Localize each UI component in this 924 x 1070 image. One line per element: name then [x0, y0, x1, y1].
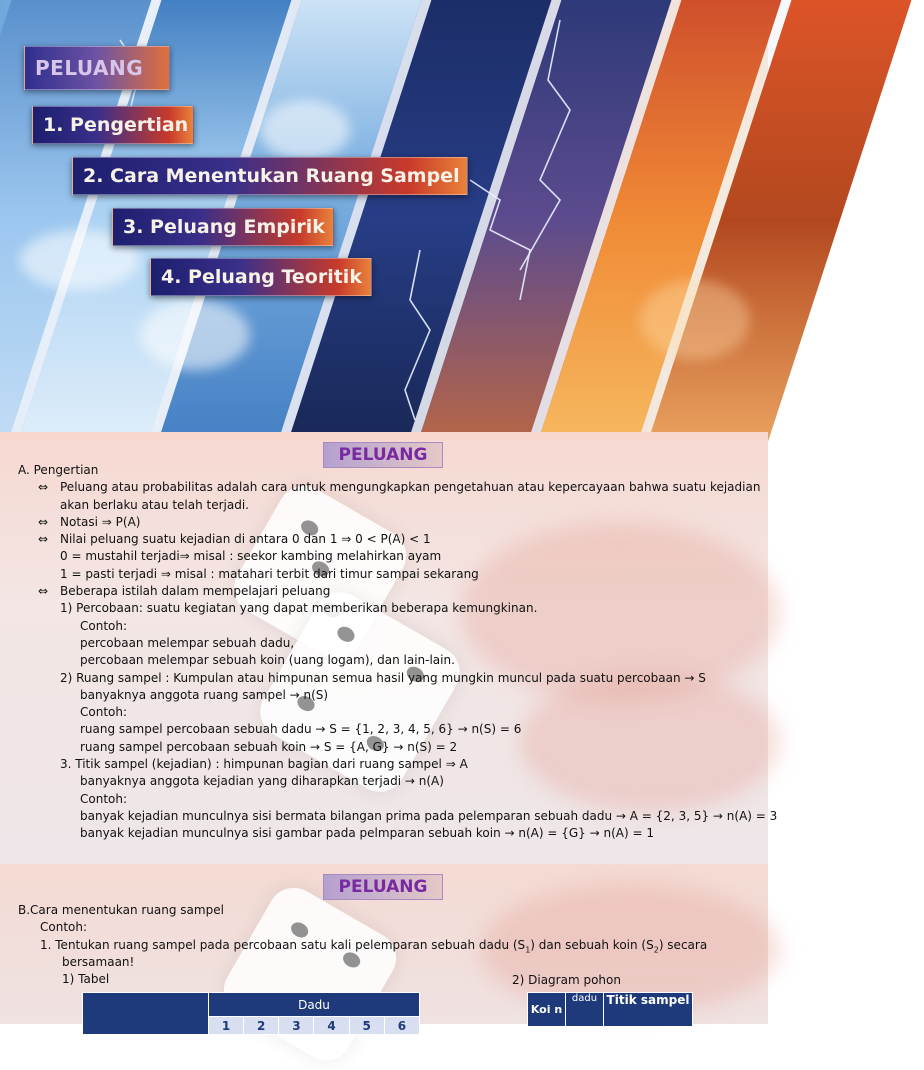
dadu-value: 6 [384, 1017, 419, 1035]
menu-item-peluang-teoritik[interactable] [150, 258, 372, 296]
list-item: 1) Percobaan: suatu kegiatan yang dapat memberikan beberapa kemungkinan. [60, 601, 538, 616]
menu-item-label: 4. Peluang Teoritik [161, 266, 362, 288]
tree-diagram-table [527, 992, 693, 1027]
question-text: 1. Tentukan ruang sampel pada percobaan satu kali pelemparan sebuah dadu $(S_1)$ dan sebuah koin $(S_2)$ secara [40, 937, 708, 954]
sample-space-text [18, 902, 758, 988]
definition-text [18, 462, 778, 843]
definition-slide [0, 432, 778, 864]
list-item: 1 = pasti terjadi ⇒ misal : matahari terbit dari timur sampai sekarang [60, 566, 479, 581]
deck-title [24, 46, 170, 90]
list-item: ruang sampel percobaan sebuah dadu → S = {1, 2, 3, 4, 5, 6} → n(S) = 6 [80, 722, 522, 737]
menu-item-ruang-sampel[interactable] [72, 157, 468, 195]
list-item: Contoh: [80, 791, 128, 806]
list-item: percobaan melempar sebuah dadu, [80, 635, 295, 650]
list-item: ⇔ Nilai peluang suatu kejadian di antara 0 dan 1 ⇒ 0 < P(A) < 1 [38, 532, 431, 547]
menu-item-pengertian[interactable] [32, 106, 194, 144]
dadu-value: 1 [209, 1017, 244, 1035]
contoh-label: Contoh: [40, 920, 88, 935]
section-badge-text: PELUANG [338, 445, 428, 465]
section-badge [323, 874, 443, 900]
sample-space-slide [0, 864, 768, 1033]
section-heading: B.Cara menentukan ruang sampel [18, 903, 224, 917]
tabel-label: 1) Tabel [62, 972, 110, 987]
list-item: banyak kejadian munculnya sisi bermata bilangan prima pada pelemparan sebuah dadu → A = {2, 3, 5} → n(A) = 3 [80, 808, 778, 823]
list-item: banyaknya anggota ruang sampel → n(S) [80, 687, 329, 702]
list-item: ⇔ Peluang atau probabilitas adalah cara untuk mengungkapkan pengetahuan atau kepercayaan bahwa suatu kejadian [38, 480, 761, 495]
list-item: percobaan melempar sebuah koin (uang logam), dan lain-lain. [80, 653, 455, 668]
sample-space-table [82, 992, 420, 1035]
diagram-label: 2) Diagram pohon [512, 973, 621, 987]
menu-item-label: 3. Peluang Empirik [123, 216, 325, 238]
list-item: ⇔ Beberapa istilah dalam mempelajari peluang [38, 584, 331, 599]
dadu-value: 3 [279, 1017, 314, 1035]
tree-header: dadu [566, 993, 604, 1027]
section-badge-text: PELUANG [338, 877, 428, 897]
deck-title-text: PELUANG [35, 56, 144, 80]
menu-item-peluang-empirik[interactable] [112, 208, 334, 246]
list-item: 2) Ruang sampel : Kumpulan atau himpunan semua hasil yang mungkin muncul pada suatu percobaan → S [60, 670, 706, 685]
list-item: Contoh: [80, 705, 128, 720]
list-item: 3. Titik sampel (kejadian) : himpunan bagian dari ruang sampel ⇒ A [60, 757, 468, 772]
list-item: akan berlaku atau telah terjadi. [60, 497, 249, 512]
list-item: ⇔ Notasi ⇒ P(A) [38, 514, 141, 529]
dadu-header: Dadu [209, 993, 420, 1017]
dadu-value: 4 [314, 1017, 349, 1035]
section-heading: A. Pengertian [18, 463, 99, 477]
menu-item-label: 2. Cara Menentukan Ruang Sampel [83, 165, 460, 187]
dadu-value: 2 [244, 1017, 279, 1035]
list-item: banyak kejadian munculnya sisi gambar pada pelmparan sebuah koin → n(A) = {G} → n(A) = 1 [80, 826, 654, 841]
tree-header: Koi n [528, 993, 566, 1027]
table-corner-cell [83, 993, 209, 1035]
question-text: bersamaan! [62, 954, 135, 969]
list-item: Contoh: [80, 618, 128, 633]
menu-item-label: 1. Pengertian [43, 114, 189, 136]
list-item: banyaknya anggota kejadian yang diharapkan terjadi → n(A) [80, 774, 444, 789]
tree-header: Titik sampel [604, 993, 693, 1027]
list-item: 0 = mustahil terjadi⇒ misal : seekor kambing melahirkan ayam [60, 549, 442, 564]
dadu-value: 5 [349, 1017, 384, 1035]
title-slide [0, 0, 768, 432]
list-item: ruang sampel percobaan sebuah koin → S = {A, G} → n(S) = 2 [80, 739, 458, 754]
